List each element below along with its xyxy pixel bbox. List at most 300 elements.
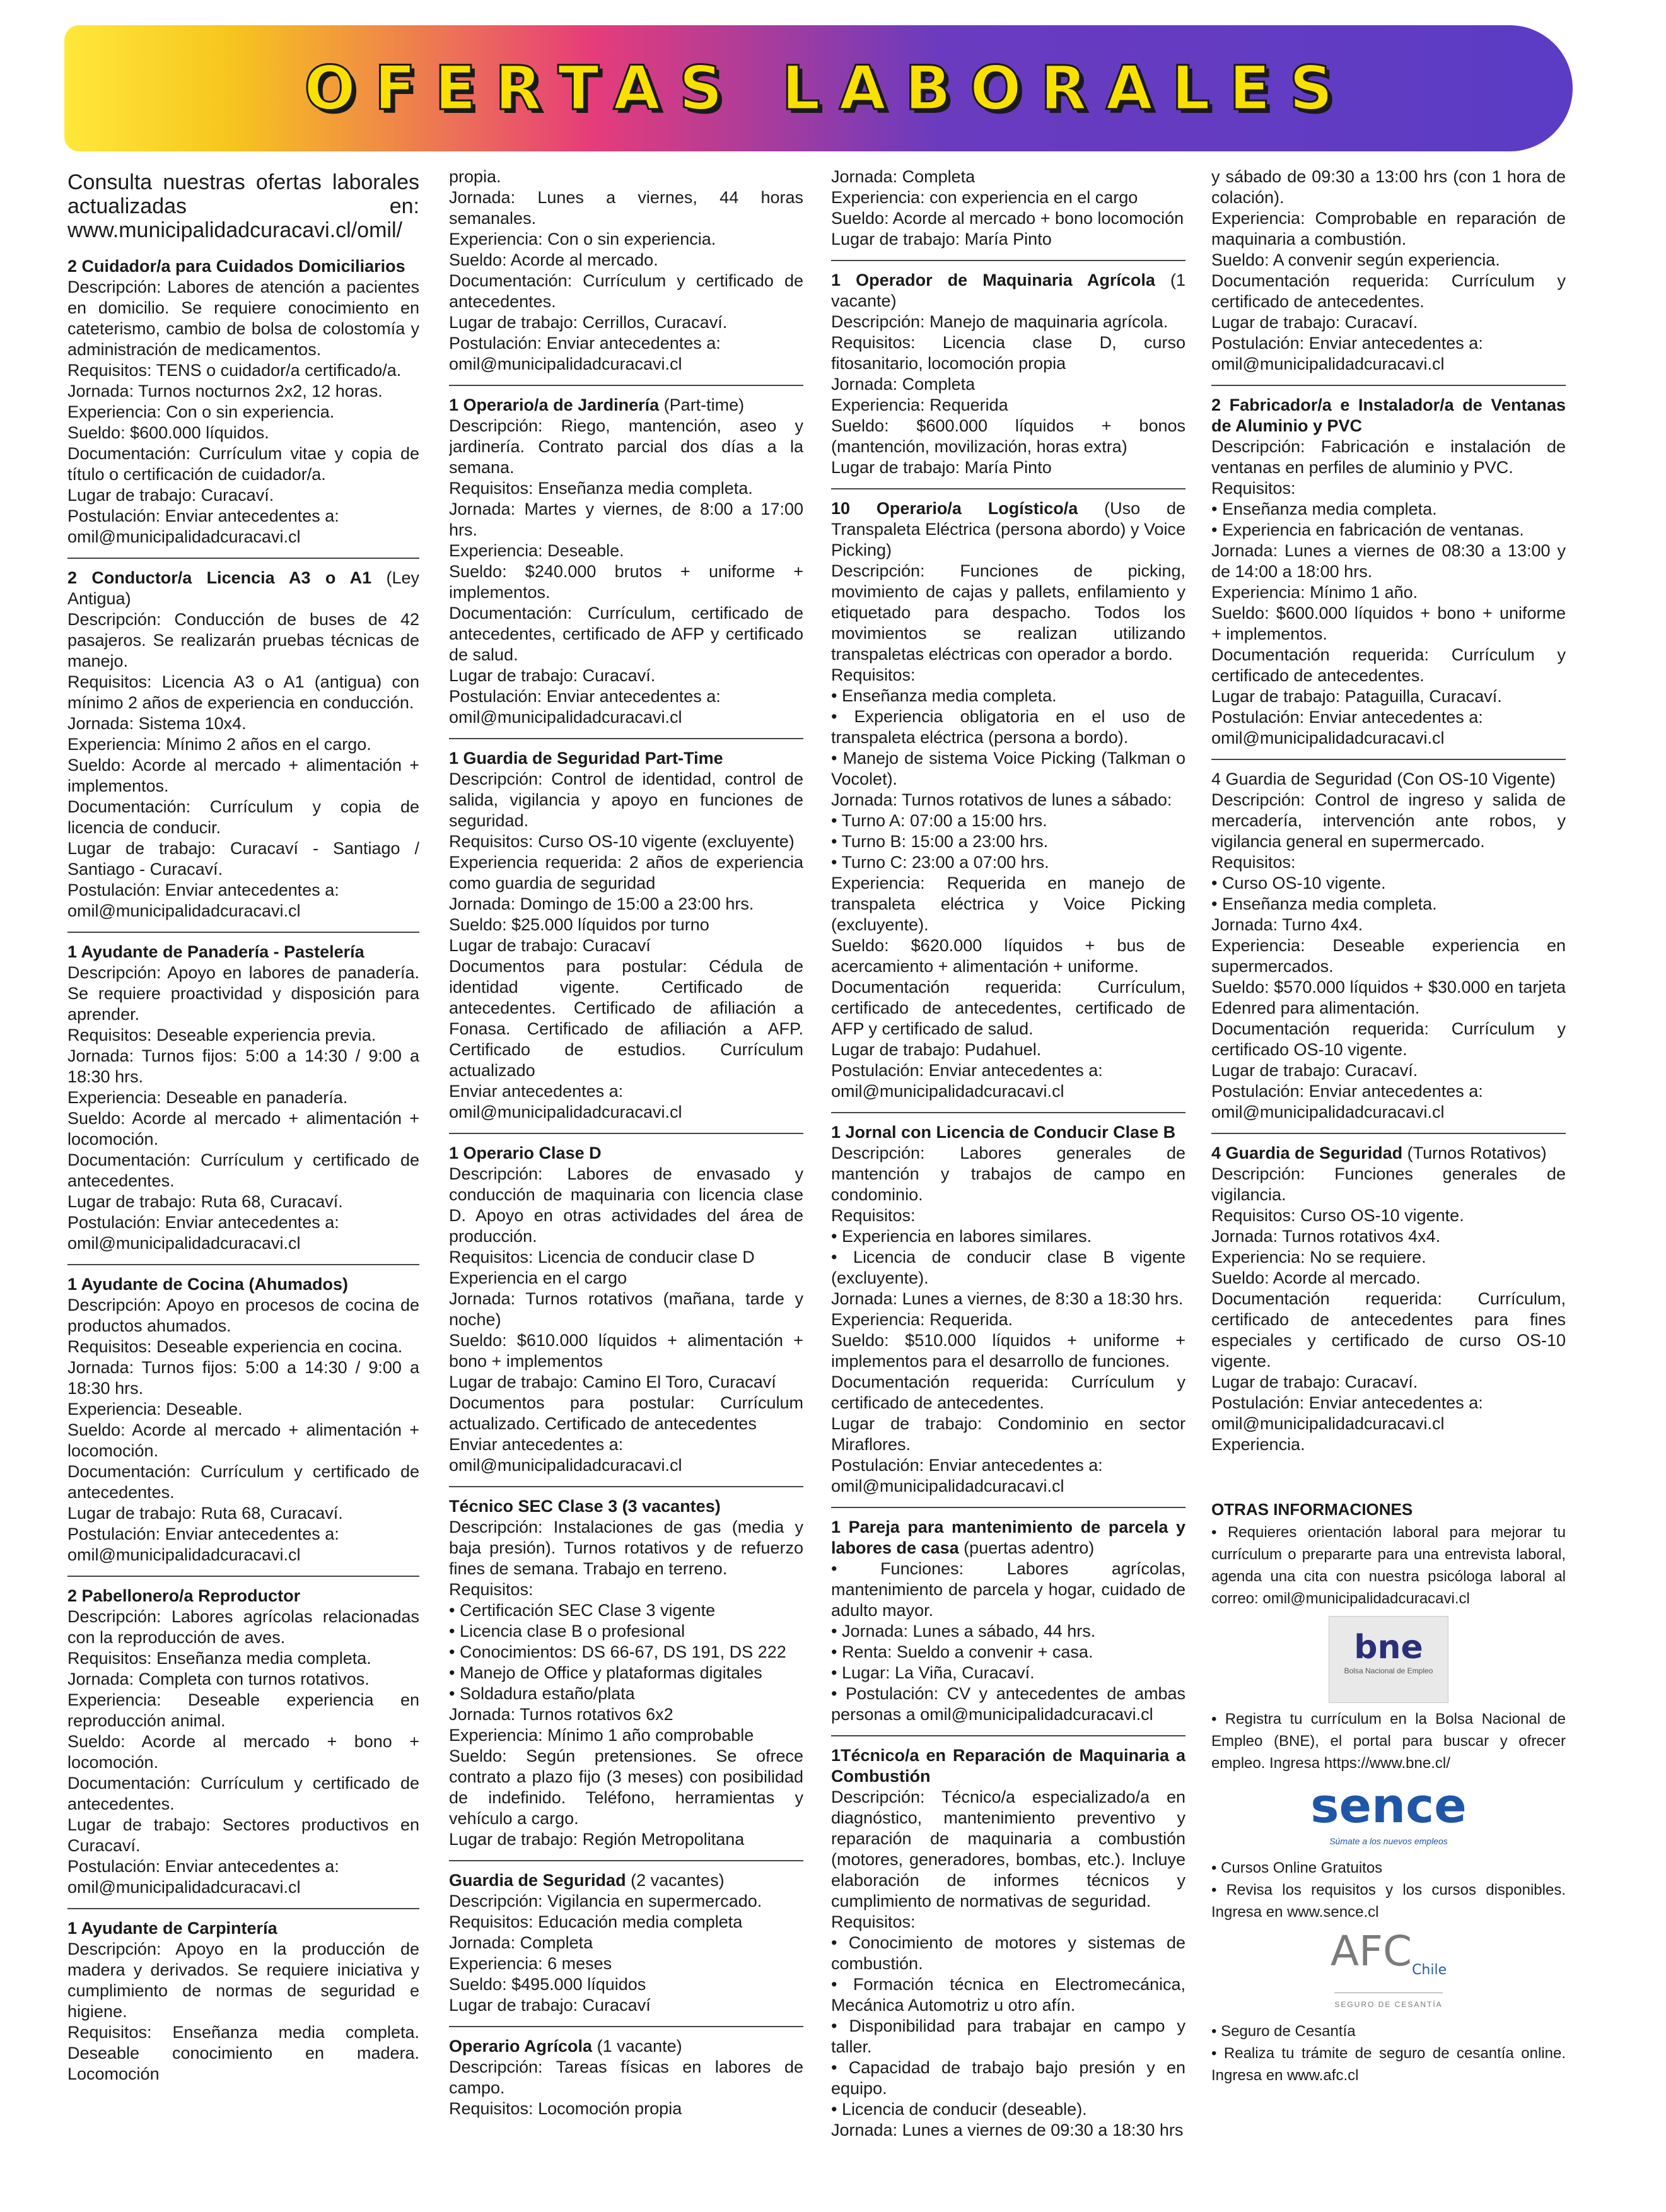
job-listing bbox=[831, 1517, 1185, 1725]
job-detail-line: Jornada: Turnos rotativos 4x4. bbox=[1211, 1227, 1441, 1246]
job-detail-line: Requisitos: Licencia de conducir clase D bbox=[449, 1248, 755, 1267]
job-detail-line: Documentación requerida: Currículum y certificado de antecedentes. bbox=[831, 1372, 1185, 1412]
job-detail-line: Sueldo: Según pretensiones. Se ofrece contrato a plazo fijo (3 meses) con posibilidad de indefinido. Teléfono, herramientas y vehículo a cargo. bbox=[449, 1747, 803, 1828]
job-detail-line: Experiencia: Requerida en manejo de transpaleta eléctrica y Voice Picking (excluyente). bbox=[831, 874, 1185, 934]
job-title bbox=[1211, 769, 1566, 790]
job-title bbox=[1211, 1143, 1566, 1164]
job-detail-line: Documentación requerida: Currículum y certificado de antecedentes. bbox=[1211, 645, 1566, 685]
job-detail-line: • Formación técnica en Electromecánica, Mecánica Automotriz u otro afín. bbox=[831, 1975, 1185, 2015]
job-detail-line: Descripción: Labores agrícolas relacionadas con la reproducción de aves. bbox=[67, 1607, 419, 1647]
job-detail-line: propia. bbox=[449, 167, 501, 186]
job-detail-line: • Enseñanza media completa. bbox=[1211, 894, 1437, 913]
job-detail-line: omil@municipalidadcuracavi.cl bbox=[67, 1545, 301, 1564]
job-detail-line: Lugar de trabajo: Curacaví bbox=[449, 936, 651, 955]
job-detail-line: Sueldo: $25.000 líquidos por turno bbox=[449, 915, 709, 934]
job-detail-line: Jornada: Turnos fijos: 5:00 a 14:30 / 9:00 a 18:30 hrs. bbox=[67, 1046, 419, 1086]
column-4 bbox=[1211, 167, 1566, 2207]
job-detail-line: Sueldo: $510.000 líquidos + uniforme + implementos para el desarrollo de funciones. bbox=[831, 1331, 1185, 1371]
job-detail-line: Requisitos: Enseñanza media completa. bbox=[67, 1649, 371, 1668]
job-title bbox=[831, 498, 1185, 561]
job-detail-line: Postulación: Enviar antecedentes a: bbox=[1211, 708, 1483, 727]
job-detail-line: • Renta: Sueldo a convenir + casa. bbox=[831, 1642, 1093, 1661]
job-detail-line: Lugar de trabajo: María Pinto bbox=[831, 458, 1052, 477]
job-detail-line: Descripción: Labores de envasado y conducción de maquinaria con licencia clase D. Apoyo en otras actividades del área de producción. bbox=[449, 1164, 803, 1246]
afc-logo-country: Chile bbox=[1412, 1962, 1447, 1979]
job-detail-line: Requisitos: Locomoción propia bbox=[449, 2099, 682, 2118]
job-detail-line: • Turno C: 23:00 a 07:00 hrs. bbox=[831, 853, 1049, 872]
job-title bbox=[449, 1870, 803, 1891]
job-title bbox=[67, 568, 419, 609]
job-separator bbox=[67, 1264, 419, 1265]
job-detail-line: Experiencia: Con o sin experiencia. bbox=[67, 402, 335, 421]
job-title-note: (1 vacante) bbox=[831, 271, 1185, 310]
job-title-note: (Part-time) bbox=[663, 395, 745, 414]
job-separator bbox=[67, 558, 419, 559]
job-detail-line: Sueldo: Acorde al mercado. bbox=[449, 250, 658, 269]
afc-logo-text: AFC bbox=[1330, 1927, 1413, 1975]
job-separator bbox=[1211, 1133, 1566, 1134]
info-afc-seguro: • Seguro de Cesantía bbox=[1211, 2023, 1356, 2040]
job-detail-line: • Manejo de Office y plataformas digitales bbox=[449, 1663, 762, 1682]
job-detail-line: Experiencia: No se requiere. bbox=[1211, 1248, 1426, 1267]
job-detail-line: Documentación: Currículum y certificado de antecedentes. bbox=[67, 1462, 419, 1502]
afc-logo bbox=[1211, 1929, 1566, 2015]
job-title bbox=[449, 1496, 803, 1517]
job-detail-line: omil@municipalidadcuracavi.cl bbox=[449, 708, 682, 727]
job-title-note: (Ley Antigua) bbox=[67, 568, 419, 608]
job-detail-line: Requisitos: bbox=[831, 1206, 916, 1225]
job-detail-line: Documentación: Currículum y certificado de antecedentes. bbox=[449, 271, 803, 311]
job-detail-line: Enviar antecedentes a: bbox=[449, 1082, 624, 1101]
job-title bbox=[831, 1745, 1185, 1787]
job-title-note: (puertas adentro) bbox=[964, 1538, 1095, 1557]
job-detail-line: Experiencia: Mínimo 2 años en el cargo. bbox=[67, 735, 371, 754]
job-listing bbox=[449, 2036, 803, 2119]
job-detail-line: Documentación: Currículum y copia de licencia de conducir. bbox=[67, 797, 419, 837]
job-detail-line: • Capacidad de trabajo bajo presión y en equipo. bbox=[831, 2058, 1185, 2098]
job-detail-line: Experiencia: Requerida. bbox=[831, 1310, 1013, 1329]
job-detail-line: Postulación: Enviar antecedentes a: bbox=[1211, 1393, 1483, 1412]
afc-logo-subtitle: SEGURO DE CESANTÍA bbox=[1334, 1993, 1442, 2015]
job-listing bbox=[831, 1745, 1185, 2141]
job-detail-line: • Conocimiento de motores y sistemas de combustión. bbox=[831, 1933, 1185, 1973]
job-detail-line: omil@municipalidadcuracavi.cl bbox=[831, 1477, 1064, 1495]
job-detail-line: Sueldo: Acorde al mercado + alimentación + implementos. bbox=[67, 756, 419, 795]
job-title-text: 1 Ayudante de Cocina (Ahumados) bbox=[67, 1275, 349, 1294]
job-title bbox=[449, 395, 803, 416]
job-detail-line: Experiencia: Requerida bbox=[831, 395, 1008, 414]
job-title-text: 2 Conductor/a Licencia A3 o A1 bbox=[67, 568, 372, 587]
job-detail-line: omil@municipalidadcuracavi.cl bbox=[67, 527, 301, 546]
sence-logo-text: sence bbox=[1310, 1777, 1467, 1834]
job-detail-line: Descripción: Labores de atención a pacientes en domicilio. Se requiere conocimiento en cateterismo, cambio de bolsa de colostomía y administración de medicamentos. bbox=[67, 278, 419, 359]
job-detail-line: Jornada: Martes y viernes, de 8:00 a 17:00 hrs. bbox=[449, 500, 803, 539]
job-detail-line: Sueldo: $570.000 líquidos + $30.000 en tarjeta Edenred para alimentación. bbox=[1211, 978, 1566, 1017]
job-detail-line: omil@municipalidadcuracavi.cl bbox=[831, 1082, 1064, 1101]
job-detail-line: Requisitos: TENS o cuidador/a certificado/a. bbox=[67, 361, 402, 380]
job-detail-line: • Licencia clase B o profesional bbox=[449, 1622, 685, 1641]
info-sence-requisitos: • Revisa los requisitos y los cursos disponibles. Ingresa en www.sence.cl bbox=[1211, 1881, 1566, 1921]
job-listing bbox=[67, 1918, 419, 2085]
job-detail-line: Postulación: Enviar antecedentes a: bbox=[449, 334, 721, 353]
job-detail-line: Experiencia: Con o sin experiencia. bbox=[449, 230, 716, 249]
job-title-note: (2 vacantes) bbox=[631, 1871, 725, 1890]
job-detail-line: • Curso OS-10 vigente. bbox=[1211, 874, 1386, 892]
job-detail-line: Descripción: Apoyo en procesos de cocina de productos ahumados. bbox=[67, 1296, 419, 1335]
job-listing bbox=[831, 498, 1185, 1102]
job-title-text: 1 Jornal con Licencia de Conducir Clase B bbox=[831, 1123, 1176, 1142]
job-title bbox=[449, 748, 803, 769]
job-detail-line: • Jornada: Lunes a sábado, 44 hrs. bbox=[831, 1622, 1096, 1641]
job-listing bbox=[1211, 167, 1566, 375]
job-detail-line: Experiencia: Comprobable en reparación de maquinaria a combustión. bbox=[1211, 209, 1566, 249]
job-detail-line: • Turno B: 15:00 a 23:00 hrs. bbox=[831, 832, 1049, 851]
job-listing bbox=[67, 256, 419, 547]
job-detail-line: y sábado de 09:30 a 13:00 hrs (con 1 hora de colación). bbox=[1211, 167, 1566, 207]
job-detail-line: Experiencia: Deseable experiencia en supermercados. bbox=[1211, 936, 1566, 976]
job-title bbox=[449, 2036, 803, 2057]
job-title-note: (Uso de Transpaleta Eléctrica (persona abordo) y Voice Picking) bbox=[831, 499, 1185, 559]
job-detail-line: Lugar de trabajo: Cerrillos, Curacaví. bbox=[449, 313, 728, 332]
job-separator bbox=[67, 1576, 419, 1577]
job-detail-line: Jornada: Lunes a viernes, de 8:30 a 18:30 hrs. bbox=[831, 1289, 1184, 1308]
job-detail-line: Postulación: Enviar antecedentes a: bbox=[67, 1213, 339, 1232]
bne-logo bbox=[1211, 1616, 1566, 1703]
job-detail-line: • Lugar: La Viña, Curacaví. bbox=[831, 1663, 1035, 1682]
job-detail-line: Jornada: Completa bbox=[449, 1933, 593, 1952]
job-separator bbox=[449, 385, 803, 386]
job-detail-line: • Soldadura estaño/plata bbox=[449, 1684, 635, 1703]
job-separator bbox=[449, 1486, 803, 1487]
job-detail-line: omil@municipalidadcuracavi.cl bbox=[1211, 1103, 1445, 1121]
job-detail-line: omil@municipalidadcuracavi.cl bbox=[67, 1234, 301, 1253]
job-detail-line: omil@municipalidadcuracavi.cl bbox=[1211, 1414, 1445, 1433]
job-title-text: Técnico SEC Clase 3 (3 vacantes) bbox=[449, 1497, 721, 1516]
sence-logo bbox=[1211, 1777, 1566, 1852]
job-detail-line: Lugar de trabajo: Curacaví. bbox=[1211, 1372, 1418, 1391]
job-detail-line: Sueldo: $610.000 líquidos + alimentación + bono + implementos bbox=[449, 1331, 803, 1371]
job-title-text: Operario Agrícola bbox=[449, 2037, 593, 2056]
job-title-text: 1 Guardia de Seguridad Part-Time bbox=[449, 749, 723, 768]
job-detail-line: Descripción: Conducción de buses de 42 pasajeros. Se realizarán pruebas técnicas de manejo. bbox=[67, 610, 419, 670]
page-title: OFERTAS LABORALES bbox=[304, 53, 1352, 124]
job-separator bbox=[831, 260, 1185, 261]
job-detail-line: • Experiencia en fabricación de ventanas. bbox=[1211, 520, 1524, 539]
job-title bbox=[67, 1918, 419, 1939]
job-detail-line: Documentación: Currículum, certificado de antecedentes, certificado de AFP y certificado de salud. bbox=[449, 604, 803, 664]
job-title-text: 1 Pareja para mantenimiento de parcela y labores de casa bbox=[831, 1518, 1185, 1557]
job-detail-line: Lugar de trabajo: Pataguilla, Curacaví. bbox=[1211, 687, 1502, 706]
job-detail-line: Experiencia: Deseable. bbox=[449, 541, 624, 560]
job-detail-line: Lugar de trabajo: Curacaví. bbox=[67, 486, 274, 505]
job-title bbox=[831, 1517, 1185, 1559]
job-detail-line: Descripción: Funciones generales de vigilancia. bbox=[1211, 1164, 1566, 1204]
job-detail-line: Requisitos: bbox=[1211, 479, 1296, 498]
job-detail-line: • Certificación SEC Clase 3 vigente bbox=[449, 1601, 716, 1620]
job-detail-line: Sueldo: $495.000 líquidos bbox=[449, 1975, 646, 1994]
job-detail-line: Descripción: Apoyo en labores de panadería. Se requiere proactividad y disposición para aprender. bbox=[67, 963, 419, 1024]
job-detail-line: • Turno A: 07:00 a 15:00 hrs. bbox=[831, 811, 1047, 830]
job-detail-line: Jornada: Sistema 10x4. bbox=[67, 714, 247, 733]
job-title-text: Guardia de Seguridad bbox=[449, 1871, 626, 1890]
job-separator bbox=[831, 1507, 1185, 1508]
job-detail-line: Experiencia: Deseable experiencia en reproducción animal. bbox=[67, 1690, 419, 1730]
job-detail-line: Documentos para postular: Currículum actualizado. Certificado de antecedentes bbox=[449, 1393, 803, 1433]
job-detail-line: Enviar antecedentes a: bbox=[449, 1435, 624, 1454]
info-sence-cursos: • Cursos Online Gratuitos bbox=[1211, 1859, 1383, 1876]
job-listing bbox=[449, 167, 803, 375]
header-banner bbox=[64, 25, 1573, 151]
job-title-text: 2 Fabricador/a e Instalador/a de Ventanas de Aluminio y PVC bbox=[1211, 395, 1566, 435]
job-listing bbox=[449, 1870, 803, 2016]
job-detail-line: Descripción: Funciones de picking, movimiento de cajas y pallets, enfilamiento y etiquetado para despacho. Todos los movimientos se realizan utilizando transpaletas eléctricas con operador a bordo. bbox=[831, 561, 1185, 664]
job-detail-line: Documentación requerida: Currículum, certificado de antecedentes, certificado de AFP y certificado de salud. bbox=[831, 978, 1185, 1038]
job-title-text: 1 Operario Clase D bbox=[449, 1144, 602, 1162]
job-detail-line: Requisitos: Curso OS-10 vigente. bbox=[1211, 1206, 1464, 1225]
job-detail-line: Descripción: Técnico/a especializado/a en diagnóstico, mantenimiento preventivo y reparación de maquinaria a combustión (motores, generadores, bombas, etc.). Incluye elaboración de informes técnicos y cumplimiento de normativas de seguridad. bbox=[831, 1788, 1185, 1911]
job-detail-line: Sueldo: Acorde al mercado + alimentación + locomoción. bbox=[67, 1109, 419, 1149]
info-bne: • Registra tu currículum en la Bolsa Nacional de Empleo (BNE), el portal para buscar y ofrecer empleo. Ingresa https://www.bne.cl/ bbox=[1211, 1711, 1566, 1772]
job-detail-line: • Licencia de conducir clase B vigente (excluyente). bbox=[831, 1248, 1185, 1287]
job-detail-line: Descripción: Control de identidad, control de salida, vigilancia y apoyo en funciones de seguridad. bbox=[449, 770, 803, 830]
job-detail-line: Lugar de trabajo: Curacaví. bbox=[449, 666, 656, 685]
info-orientacion: • Requieres orientación laboral para mejorar tu currículum o prepararte para una entrevista laboral, agenda una cita con nuestra psicóloga laboral al correo: omil@municipalidadcuracavi.cl bbox=[1211, 1524, 1566, 1607]
job-detail-line: Experiencia en el cargo bbox=[449, 1268, 627, 1287]
job-detail-line: Descripción: Tareas físicas en labores de campo. bbox=[449, 2057, 803, 2097]
job-detail-line: Lugar de trabajo: Curacaví bbox=[449, 1996, 651, 2015]
job-detail-line: Experiencia. bbox=[1211, 1435, 1305, 1454]
job-detail-line: Lugar de trabajo: Sectores productivos en Curacaví. bbox=[67, 1815, 419, 1855]
job-detail-line: omil@municipalidadcuracavi.cl bbox=[449, 1456, 682, 1475]
job-detail-line: Jornada: Lunes a viernes, 44 horas semanales. bbox=[449, 188, 803, 228]
job-separator bbox=[449, 1860, 803, 1861]
job-detail-line: Requisitos: bbox=[831, 1912, 916, 1931]
job-title-text: 1 Operario/a de Jardinería bbox=[449, 395, 660, 414]
job-detail-line: omil@municipalidadcuracavi.cl bbox=[1211, 354, 1445, 373]
job-detail-line: Requisitos: Deseable experiencia en cocina. bbox=[67, 1337, 403, 1356]
intro-text: Consulta nuestras ofertas laborales actualizadas en: www.municipalidadcuracavi.cl/omil/ bbox=[67, 170, 419, 242]
job-detail-line: Documentación requerida: Currículum, certificado de antecedentes para fines especiales y certificado de curso OS-10 vigente. bbox=[1211, 1289, 1566, 1371]
job-detail-line: Lugar de trabajo: Condominio en sector Miraflores. bbox=[831, 1414, 1185, 1454]
job-detail-line: Requisitos: Enseñanza media completa. bbox=[449, 479, 753, 498]
job-detail-line: Sueldo: $600.000 líquidos. bbox=[67, 423, 269, 442]
job-listing bbox=[67, 568, 419, 922]
job-title bbox=[67, 256, 419, 277]
job-separator bbox=[831, 1112, 1185, 1113]
job-detail-line: omil@municipalidadcuracavi.cl bbox=[67, 1878, 301, 1897]
job-detail-line: Jornada: Lunes a viernes de 08:30 a 13:00 y de 14:00 a 18:00 hrs. bbox=[1211, 541, 1566, 581]
job-detail-line: Lugar de trabajo: Curacaví. bbox=[1211, 1061, 1418, 1080]
job-title-text: 1 Ayudante de Carpintería bbox=[67, 1919, 277, 1938]
job-detail-line: Jornada: Completa bbox=[831, 167, 976, 186]
job-title-text: 2 Cuidador/a para Cuidados Domiciliarios bbox=[67, 257, 405, 276]
job-detail-line: Documentación: Currículum vitae y copia de título o certificación de cuidador/a. bbox=[67, 444, 419, 484]
job-separator bbox=[831, 1735, 1185, 1736]
job-detail-line: Jornada: Completa con turnos rotativos. bbox=[67, 1670, 370, 1688]
job-detail-line: Jornada: Completa bbox=[831, 375, 976, 394]
job-title bbox=[67, 1586, 419, 1606]
column-3 bbox=[831, 167, 1185, 2207]
job-title bbox=[831, 1122, 1185, 1143]
job-detail-line: Sueldo: $620.000 líquidos + bus de acercamiento + alimentación + uniforme. bbox=[831, 936, 1185, 976]
job-title-text: 4 Guardia de Seguridad bbox=[1211, 1144, 1403, 1162]
job-detail-line: Sueldo: $600.000 líquidos + bonos (mantención, movilización, horas extra) bbox=[831, 416, 1185, 456]
job-detail-line: Descripción: Control de ingreso y salida de mercadería, intervención ante robos, y vigilancia general en supermercado. bbox=[1211, 790, 1566, 851]
job-detail-line: Requisitos: Licencia A3 o A1 (antigua) con mínimo 2 años de experiencia en conducción. bbox=[67, 672, 419, 712]
job-detail-line: Lugar de trabajo: Región Metropolitana bbox=[449, 1830, 745, 1849]
job-detail-line: Documentación requerida: Currículum y certificado de antecedentes. bbox=[1211, 271, 1566, 311]
job-detail-line: Sueldo: Acorde al mercado + bono locomoción bbox=[831, 209, 1184, 228]
job-detail-line: Lugar de trabajo: Ruta 68, Curacaví. bbox=[67, 1504, 343, 1523]
bne-logo-text: bne bbox=[1354, 1629, 1423, 1666]
job-detail-line: • Postulación: CV y antecedentes de ambas personas a omil@municipalidadcuracavi.cl bbox=[831, 1684, 1185, 1724]
job-title bbox=[67, 942, 419, 963]
job-title bbox=[67, 1274, 419, 1295]
column-1 bbox=[67, 167, 419, 2207]
job-detail-line: Documentación: Currículum y certificado de antecedentes. bbox=[67, 1150, 419, 1190]
job-detail-line: • Conocimientos: DS 66-67, DS 191, DS 222 bbox=[449, 1642, 786, 1661]
job-listing bbox=[67, 1274, 419, 1565]
job-detail-line: Sueldo: $240.000 brutos + uniforme + implementos. bbox=[449, 562, 803, 602]
job-detail-line: Sueldo: Acorde al mercado + alimentación + locomoción. bbox=[67, 1420, 419, 1460]
job-separator bbox=[449, 2026, 803, 2027]
job-detail-line: Experiencia requerida: 2 años de experiencia como guardia de seguridad bbox=[449, 853, 803, 892]
job-detail-line: Requisitos: bbox=[831, 665, 916, 684]
job-detail-line: Postulación: Enviar antecedentes a: bbox=[67, 1524, 339, 1543]
job-detail-line: Lugar de trabajo: Camino El Toro, Curacaví bbox=[449, 1372, 776, 1391]
job-title bbox=[1211, 395, 1566, 436]
job-listing bbox=[1211, 769, 1566, 1123]
job-detail-line: Postulación: Enviar antecedentes a: bbox=[449, 687, 721, 706]
job-title-note: 4 Guardia de Seguridad (Con OS-10 Vigente) bbox=[1211, 770, 1556, 788]
job-detail-line: omil@municipalidadcuracavi.cl bbox=[67, 901, 301, 920]
bne-logo-subtitle: Bolsa Nacional de Empleo bbox=[1344, 1666, 1433, 1675]
job-listing bbox=[449, 395, 803, 728]
job-detail-line: Requisitos: Educación media completa bbox=[449, 1912, 743, 1931]
job-listing bbox=[831, 1122, 1185, 1497]
job-detail-line: Postulación: Enviar antecedentes a: bbox=[1211, 1082, 1483, 1101]
job-detail-line: • Disponibilidad para trabajar en campo y taller. bbox=[831, 2016, 1185, 2056]
job-detail-line: Experiencia: Deseable. bbox=[67, 1400, 243, 1419]
job-detail-line: Sueldo: $600.000 líquidos + bono + uniforme + implementos. bbox=[1211, 604, 1566, 643]
job-detail-line: Postulación: Enviar antecedentes a: bbox=[831, 1061, 1103, 1080]
job-separator bbox=[67, 1908, 419, 1909]
job-title-note: (Turnos Rotativos) bbox=[1407, 1144, 1547, 1162]
job-detail-line: Requisitos: Licencia clase D, curso fitosanitario, locomoción propia bbox=[831, 333, 1185, 373]
job-detail-line: Requisitos: bbox=[449, 1580, 533, 1599]
job-detail-line: • Experiencia en labores similares. bbox=[831, 1227, 1092, 1246]
job-detail-line: • Experiencia obligatoria en el uso de transpaleta eléctrica (persona a bordo). bbox=[831, 707, 1185, 747]
job-detail-line: Requisitos: Curso OS-10 vigente (excluyente) bbox=[449, 832, 795, 851]
job-detail-line: omil@municipalidadcuracavi.cl bbox=[449, 1103, 682, 1121]
job-detail-line: Sueldo: Acorde al mercado. bbox=[1211, 1268, 1421, 1287]
job-detail-line: Postulación: Enviar antecedentes a: bbox=[67, 506, 339, 525]
job-detail-line: Jornada: Domingo de 15:00 a 23:00 hrs. bbox=[449, 894, 754, 913]
job-detail-line: Lugar de trabajo: Curacaví - Santiago / Santiago - Curacaví. bbox=[67, 839, 419, 879]
job-detail-line: Postulación: Enviar antecedentes a: bbox=[1211, 334, 1483, 353]
job-detail-line: Jornada: Turnos rotativos 6x2 bbox=[449, 1705, 673, 1724]
job-detail-line: Requisitos: bbox=[1211, 853, 1296, 872]
job-detail-line: Lugar de trabajo: Curacaví. bbox=[1211, 313, 1418, 332]
job-separator bbox=[1211, 759, 1566, 760]
job-detail-line: • Manejo de sistema Voice Picking (Talkman o Vocolet). bbox=[831, 749, 1185, 788]
job-detail-line: Jornada: Turnos fijos: 5:00 a 14:30 / 9:00 a 18:30 hrs. bbox=[67, 1358, 419, 1398]
column-2 bbox=[449, 167, 803, 2207]
job-detail-line: Jornada: Turnos rotativos de lunes a sábado: bbox=[831, 790, 1172, 809]
job-title-text: 1Técnico/a en Reparación de Maquinaria a Combustión bbox=[831, 1746, 1185, 1786]
job-listing bbox=[831, 270, 1185, 478]
job-listing bbox=[67, 1586, 419, 1898]
job-title-text: 1 Ayudante de Panadería - Pastelería bbox=[67, 942, 364, 961]
job-detail-line: Postulación: Enviar antecedentes a: bbox=[67, 881, 339, 899]
job-detail-line: Experiencia: Deseable en panadería. bbox=[67, 1088, 348, 1107]
job-separator bbox=[449, 738, 803, 739]
job-detail-line: Descripción: Apoyo en la producción de madera y derivados. Se requiere iniciativa y cumplimiento de normas de seguridad e higiene. bbox=[67, 1940, 419, 2021]
job-detail-line: Descripción: Manejo de maquinaria agrícola. bbox=[831, 312, 1168, 331]
job-listing bbox=[1211, 1143, 1566, 1455]
job-detail-line: omil@municipalidadcuracavi.cl bbox=[1211, 729, 1445, 747]
job-detail-line: Sueldo: A convenir según experiencia. bbox=[1211, 250, 1500, 269]
job-title-text: 10 Operario/a Logístico/a bbox=[831, 499, 1078, 518]
job-detail-line: Jornada: Turnos nocturnos 2x2, 12 horas. bbox=[67, 382, 383, 401]
job-detail-line: Descripción: Instalaciones de gas (media y baja presión). Turnos rotativos y de refuerzo fines de semana. Trabajo en terreno. bbox=[449, 1518, 803, 1578]
job-title-text: 2 Pabellonero/a Reproductor bbox=[67, 1586, 301, 1605]
job-detail-line: Requisitos: Deseable experiencia previa. bbox=[67, 1026, 376, 1045]
job-separator bbox=[67, 932, 419, 933]
job-detail-line: Documentación requerida: Currículum y certificado OS-10 vigente. bbox=[1211, 1019, 1566, 1059]
job-detail-line: • Enseñanza media completa. bbox=[831, 686, 1057, 705]
job-detail-line: Documentos para postular: Cédula de identidad vigente. Certificado de antecedentes. Certificado de afiliación a Fonasa. Certificado de afiliación a AFP. Certificado de estudios. Currículum actualizado bbox=[449, 957, 803, 1080]
job-detail-line: Experiencia: con experiencia en el cargo bbox=[831, 188, 1138, 207]
job-detail-line: Descripción: Vigilancia en supermercado. bbox=[449, 1892, 762, 1911]
job-title bbox=[831, 270, 1185, 312]
sence-logo-tagline: Súmate a los nuevos empleos bbox=[1329, 1836, 1448, 1846]
job-listing bbox=[831, 167, 1185, 250]
job-listing bbox=[1211, 395, 1566, 749]
job-separator bbox=[1211, 385, 1566, 386]
job-title-note: (1 vacante) bbox=[597, 2037, 682, 2056]
job-detail-line: Requisitos: Enseñanza media completa. Deseable conocimiento en madera. Locomoción bbox=[67, 2023, 419, 2083]
job-detail-line: Lugar de trabajo: Pudahuel. bbox=[831, 1040, 1042, 1059]
job-separator bbox=[449, 1133, 803, 1134]
job-listing bbox=[67, 942, 419, 1254]
job-detail-line: Experiencia: Mínimo 1 año. bbox=[1211, 583, 1418, 602]
info-afc-tramite: • Realiza tu trámite de seguro de cesantía online. Ingresa en www.afc.cl bbox=[1211, 2045, 1566, 2085]
job-listing bbox=[449, 1496, 803, 1850]
job-detail-line: Lugar de trabajo: Ruta 68, Curacaví. bbox=[67, 1192, 343, 1211]
job-detail-line: Jornada: Turnos rotativos (mañana, tarde y noche) bbox=[449, 1289, 803, 1329]
otras-informaciones-title: OTRAS INFORMACIONES bbox=[1211, 1500, 1413, 1519]
job-listing bbox=[449, 748, 803, 1123]
job-detail-line: Experiencia: 6 meses bbox=[449, 1954, 612, 1973]
job-detail-line: Sueldo: Acorde al mercado + bono + locomoción. bbox=[67, 1732, 419, 1772]
job-detail-line: Descripción: Fabricación e instalación de ventanas en perfiles de aluminio y PVC. bbox=[1211, 437, 1566, 477]
job-separator bbox=[831, 488, 1185, 489]
job-detail-line: Jornada: Lunes a viernes de 09:30 a 18:30 hrs bbox=[831, 2121, 1184, 2139]
job-detail-line: Documentación: Currículum y certificado de antecedentes. bbox=[67, 1774, 419, 1813]
job-detail-line: omil@municipalidadcuracavi.cl bbox=[449, 354, 682, 373]
job-detail-line: Postulación: Enviar antecedentes a: bbox=[67, 1857, 339, 1876]
job-detail-line: Descripción: Riego, mantención, aseo y jardinería. Contrato parcial dos días a la semana. bbox=[449, 416, 803, 477]
job-detail-line: Jornada: Turno 4x4. bbox=[1211, 915, 1363, 934]
job-title-text: 1 Operador de Maquinaria Agrícola bbox=[831, 271, 1155, 290]
job-detail-line: • Funciones: Labores agrícolas, mantenimiento de parcela y hogar, cuidado de adulto mayor. bbox=[831, 1559, 1185, 1620]
job-detail-line: • Licencia de conducir (deseable). bbox=[831, 2100, 1087, 2119]
job-detail-line: Descripción: Labores generales de mantención y trabajos de campo en condominio. bbox=[831, 1144, 1185, 1204]
job-detail-line: Lugar de trabajo: María Pinto bbox=[831, 230, 1052, 249]
job-detail-line: • Enseñanza media completa. bbox=[1211, 500, 1437, 518]
job-detail-line: Postulación: Enviar antecedentes a: bbox=[831, 1456, 1103, 1475]
